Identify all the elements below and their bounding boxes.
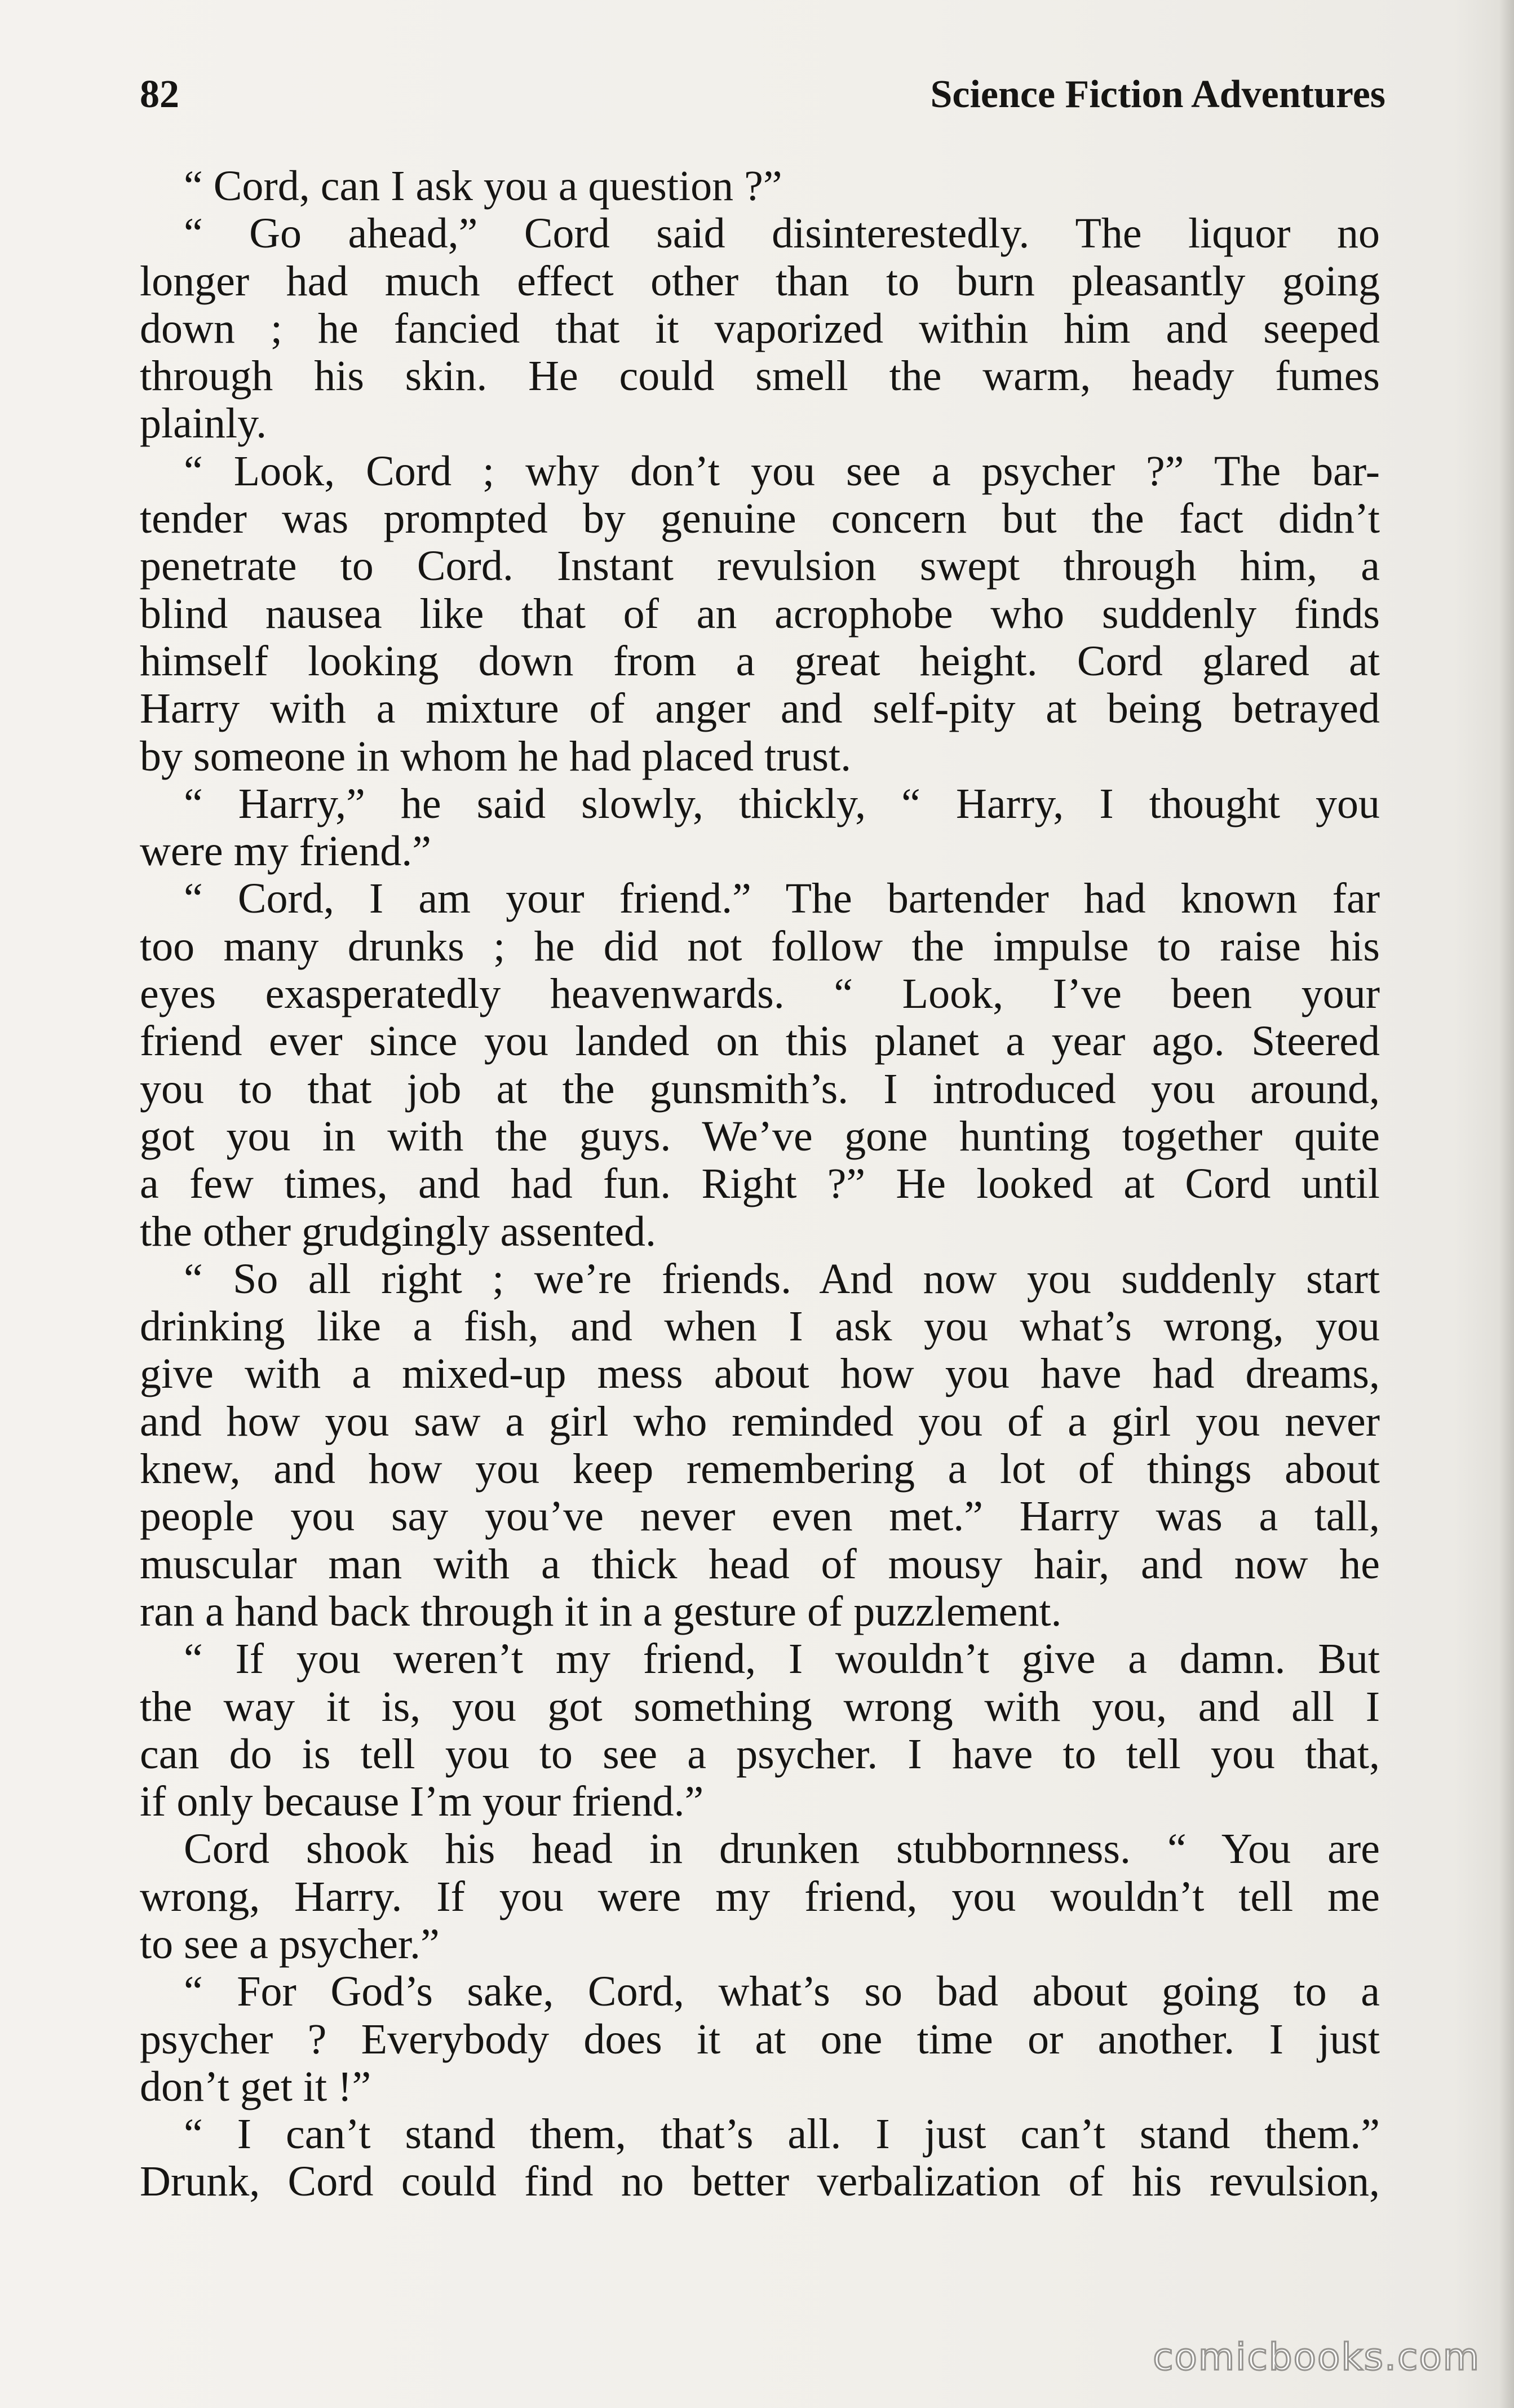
text-line: the way it is, you got something wrong with you, and all I	[140, 1683, 1380, 1730]
text-line: psycher ? Everybody does it at one time or another. I just	[140, 2015, 1380, 2063]
text-line: if only because I’m your friend.”	[140, 1778, 704, 1826]
running-head	[140, 67, 1385, 123]
text-line: “ So all right ; we’re friends. And now you suddenly start	[184, 1255, 1380, 1303]
text-line: ran a hand back through it in a gesture of puzzlement.	[140, 1587, 1062, 1635]
text-line: drinking like a fish, and when I ask you what’s wrong, you	[140, 1303, 1380, 1351]
text-line: himself looking down from a great height. Cord glared at	[140, 637, 1380, 685]
text-line: wrong, Harry. If you were my friend, you wouldn’t tell me	[140, 1873, 1380, 1920]
text-line: muscular man with a thick head of mousy hair, and now he	[140, 1540, 1380, 1588]
text-line: Harry with a mixture of anger and self-pity at being betrayed	[140, 685, 1380, 733]
text-line: Drunk, Cord could find no better verbalization of his revulsion,	[140, 2158, 1380, 2206]
text-line: “ Cord, I am your friend.” The bartender had known far	[184, 875, 1380, 923]
text-line: friend ever since you landed on this planet a year ago. Steered	[140, 1017, 1380, 1065]
text-line: don’t get it !”	[140, 2062, 371, 2110]
text-line: longer had much effect other than to burn pleasantly going	[140, 257, 1380, 305]
text-line: too many drunks ; he did not follow the impulse to raise his	[140, 922, 1380, 970]
text-line: were my friend.”	[140, 827, 431, 875]
text-line: to see a psycher.”	[140, 1920, 440, 1968]
text-line: plainly.	[140, 400, 267, 448]
text-line: “ Go ahead,” Cord said disinterestedly. The liquor no	[184, 210, 1380, 258]
text-line: eyes exasperatedly heavenwards. “ Look, I’ve been your	[140, 970, 1380, 1018]
text-line: “ Look, Cord ; why don’t you see a psycher ?” The bar-	[184, 447, 1380, 495]
text-line: and how you saw a girl who reminded you of a girl you never	[140, 1397, 1380, 1445]
text-line: got you in with the guys. We’ve gone hunting together quite	[140, 1112, 1380, 1160]
text-line: by someone in whom he had placed trust.	[140, 732, 852, 780]
text-line: “ I can’t stand them, that’s all. I just can’t stand them.”	[184, 2110, 1380, 2158]
text-line: “ For God’s sake, Cord, what’s so bad about going to a	[184, 1968, 1380, 2016]
text-line: the other grudgingly assented.	[140, 1207, 657, 1255]
text-line: “ Cord, can I ask you a question ?”	[184, 162, 782, 210]
text-line: penetrate to Cord. Instant revulsion swept through him, a	[140, 542, 1380, 590]
text-line: down ; he fancied that it vaporized within him and seeped	[140, 304, 1380, 352]
page-number: 82	[140, 73, 179, 116]
journal-title: Science Fiction Adventures	[930, 73, 1385, 116]
text-line: blind nausea like that of an acrophobe who suddenly finds	[140, 590, 1380, 638]
text-line: through his skin. He could smell the warm, heady fumes	[140, 352, 1380, 400]
text-line: tender was prompted by genuine concern but the fact didn’t	[140, 495, 1380, 543]
text-line: knew, and how you keep remembering a lot of things about	[140, 1445, 1380, 1493]
watermark: comicbooks.com	[1153, 2335, 1480, 2379]
body-text	[140, 162, 1380, 2206]
page-edge-shadow	[1499, 0, 1514, 2408]
text-line: a few times, and had fun. Right ?” He looked at Cord until	[140, 1160, 1380, 1208]
text-line: Cord shook his head in drunken stubbornness. “ You are	[184, 1825, 1380, 1873]
text-line: you to that job at the gunsmith’s. I introduced you around,	[140, 1065, 1380, 1113]
text-line: “ If you weren’t my friend, I wouldn’t give a damn. But	[184, 1635, 1380, 1683]
text-line: “ Harry,” he said slowly, thickly, “ Harry, I thought you	[184, 780, 1380, 827]
text-line: people you say you’ve never even met.” Harry was a tall,	[140, 1493, 1380, 1541]
text-line: can do is tell you to see a psycher. I have to tell you that,	[140, 1730, 1380, 1778]
text-line: give with a mixed-up mess about how you have had dreams,	[140, 1350, 1380, 1398]
